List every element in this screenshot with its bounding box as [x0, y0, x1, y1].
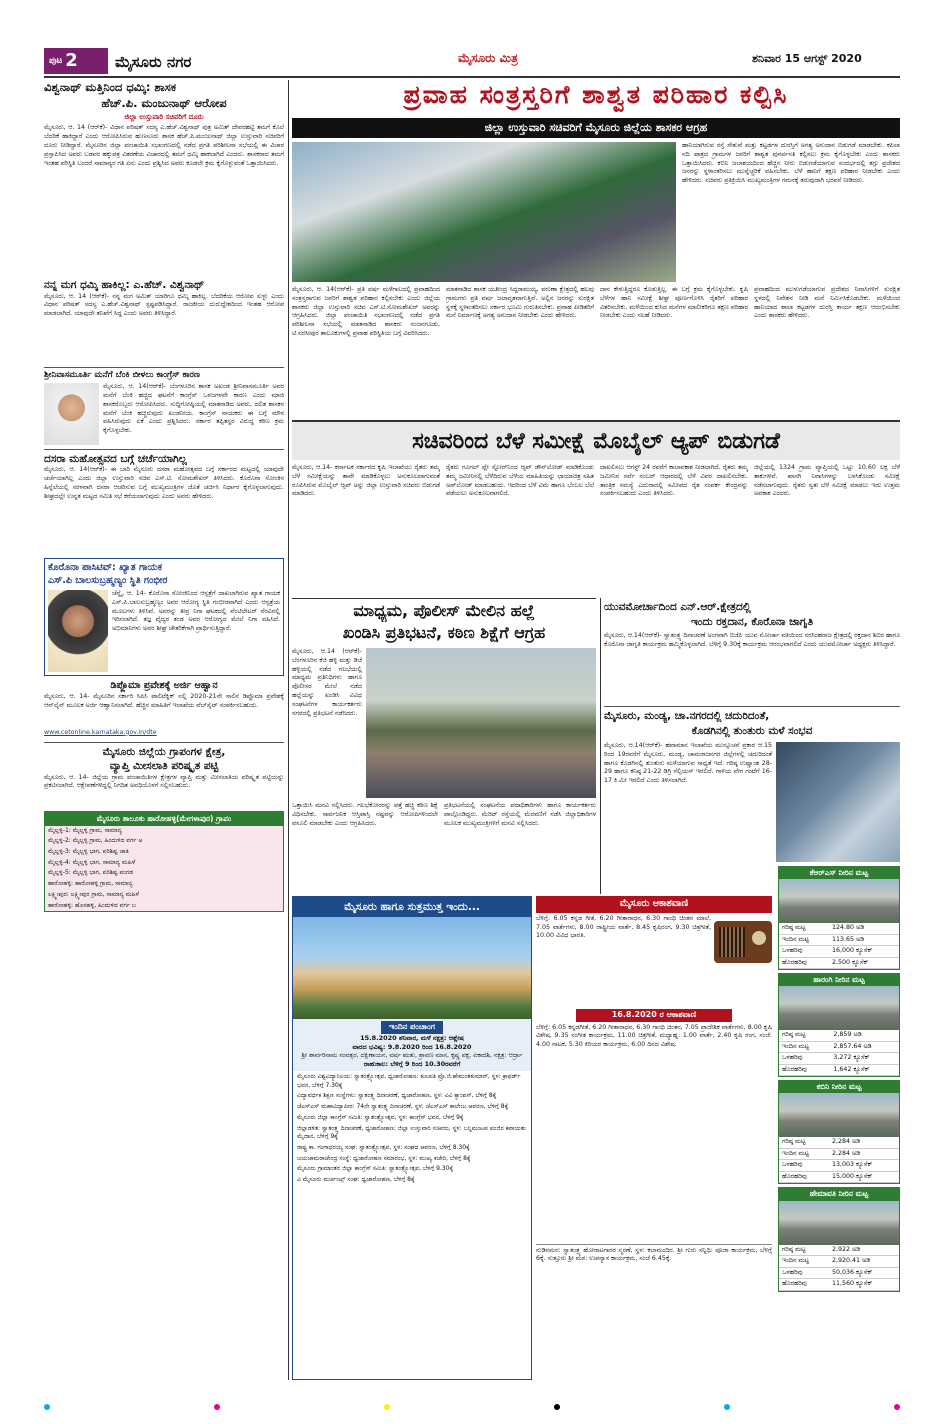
- dam-photo: [779, 1201, 899, 1245]
- reservoir-label: ಇಂದಿನ ಮಟ್ಟ: [779, 1041, 830, 1053]
- today-box: [292, 896, 532, 1380]
- page-number-badge: [44, 48, 108, 74]
- reservoir-label: ಹೊರಹರಿವು: [779, 1279, 829, 1291]
- protest-photo: [366, 648, 596, 798]
- reservoir-label: ಹೊರಹರಿವು: [779, 1171, 829, 1183]
- reservoir-label: ಗರಿಷ್ಠ ಮಟ್ಟ: [779, 923, 829, 934]
- spb-box: [44, 558, 284, 676]
- rain-umbrella-photo: [776, 742, 900, 862]
- subhead-no-threat: ನನ್ನ ಮಗ ಧಮ್ಕಿ ಹಾಕಿಲ್ಲ: ಎ.ಹೆಚ್. ವಿಶ್ವನಾಥ್: [44, 279, 205, 292]
- reservoir-value: 124.80 ಅಡಿ: [829, 923, 899, 934]
- headline-spb-1: ಕೊರೊನಾ ಪಾಸಿಟಿವ್: ಖ್ಯಾತ ಗಾಯಕ: [48, 562, 162, 574]
- app-col-3: ದಾಖಲಿಸಲು ಆಗಸ್ಟ್ 24 ರವರೆಗೆ ಕಾಲಾವಕಾಶ ನೀಡಲಾಗಿದೆ. ರೈತರು ತಮ್ಮ ಜಮೀನಿನ ಸರ್ವೆ ನಂಬರ್ ಆಧಾರದಲ್ಲಿ ಬೆಳೆ ವಿವರ ದಾಖಲಿಸಬೇಕು. ತಾಂತ್ರಿಕ ಸಮಸ್ಯೆ ಎದುರಾದಲ್ಲಿ ಸಮೀಪದ ರೈತ ಸಂಪರ್ಕ ಕೇಂದ್ರವನ್ನು ಸಂಪರ್ಕಿಸಬಹುದು ಎಂದು ತಿಳಿಸಿದರು.: [600, 464, 748, 498]
- article-diploma-body: ಮೈಸೂರು, ಆ. 14- ಮೈಸೂರಿನ ಸರ್ಕಾರಿ ಸಿಪಿಸಿ ಪಾಲಿಟೆಕ್ನಿಕ್ ನಲ್ಲಿ 2020-21ನೇ ಸಾಲಿನ ಡಿಪ್ಲೊಮಾ ಪ್ರವೇಶಕ್ಕೆ ಆನ್‌ಲೈನ್ ಮೂಲಕ ಅರ್ಜಿ ಆಹ್ವಾನಿಸಲಾಗಿದೆ. ಹೆಚ್ಚಿನ ಮಾಹಿತಿಗೆ ಇಲಾಖೆಯ ವೆಬ್‌ಸೈಟ್ ಸಂಪರ್ಕಿಸಬಹುದು.: [44, 692, 284, 709]
- reservoir-label: ಗರಿಷ್ಠ ಮಟ್ಟ: [779, 1245, 829, 1256]
- diploma-link[interactable]: www.cetonline.karnataka.gov.in/dte: [44, 728, 157, 736]
- event-item: ವಿದ್ಯಾವರ್ಧಕ ಶಿಕ್ಷಣ ಸಂಸ್ಥೆಗಳು: ಸ್ವಾತಂತ್ರ್ಯ ದಿನಾಚರಣೆ, ಧ್ವಜಾರೋಹಣ, ಸ್ಥಳ: ವಿವಿ ಕ್ಯಾಂಪಸ್, ಬೆಳಿಗ್ಗೆ 8ಕ್ಕೆ: [297, 1092, 497, 1100]
- headline-diploma: ಡಿಪ್ಲೊಮಾ ಪ್ರವೇಶಕ್ಕೆ ಅರ್ಜಿ ಆಹ್ವಾನ: [110, 679, 218, 691]
- reservoir-label: ಒಳಹರಿವು: [779, 1160, 829, 1172]
- reservoir-value: 15,000 ಕ್ಯೂಸೆಕ್: [829, 1171, 899, 1183]
- today-title: ಮೈಸೂರು ಹಾಗೂ ಸುತ್ತಮುತ್ತ ಇಂದು...: [293, 897, 531, 917]
- lead-body-right: ಹಾನಿಯಾಗಿರುವ ರಸ್ತೆ ಸೇತುವೆ ಮತ್ತು ಕಟ್ಟಡಗಳ ದುರಸ್ತಿಗೆ ಅಗತ್ಯ ಅನುದಾನ ಬಿಡುಗಡೆ ಮಾಡಬೇಕು. ಕಪಿಲಾ ನದಿ ಪಾತ್ರದ ಗ್ರಾಮಗಳ ಜನರಿಗೆ ಶಾಶ್ವತ ಪುನರ್ವಸತಿ ಕಲ್ಪಿಸಲು ಕ್ರಮ ಕೈಗೊಳ್ಳಬೇಕು ಎಂದು ಶಾಸಕರು ಒತ್ತಾಯಿಸಿದರು. ಕಬಿನಿ ಜಲಾಶಯದಿಂದ ಹೆಚ್ಚಿನ ನೀರು ಬಿಡುಗಡೆಯಾಗುವ ಸಂದರ್ಭದಲ್ಲಿ ತಗ್ಗು ಪ್ರದೇಶದ ಜನರನ್ನು ಸ್ಥಳಾಂತರಿಸಲು ಮುನ್ನೆಚ್ಚರಿಕೆ ವಹಿಸಬೇಕು. ಬೆಳೆ ಹಾನಿಗೆ ತಕ್ಷಣ ಪರಿಹಾರ ನೀಡಬೇಕು ಎಂದು ಹೇಳಿದರು. ಸಚಿವರು ಪ್ರತಿಕ್ರಿಯಿಸಿ ಮುಖ್ಯಮಂತ್ರಿಗಳ ಗಮನಕ್ಕೆ ತರುವುದಾಗಿ ಭರವಸೆ ನೀಡಿದರು.: [682, 142, 900, 185]
- panchanga-title: ಇಂದಿನ ಪಂಚಾಂಗ: [381, 1021, 443, 1034]
- reservoir-value: 2,284 ಅಡಿ: [829, 1148, 899, 1160]
- reservoir-value: 16,000 ಕ್ಯೂಸೆಕ್: [829, 946, 899, 958]
- reservation-table: [44, 811, 284, 913]
- kicker-complaint: ಜಿಲ್ಲಾ ಉಸ್ತುವಾರಿ ಸಚಿವರಿಗೆ ದೂರು: [124, 113, 204, 122]
- article-dasara-body: ಮೈಸೂರು, ಆ. 14(ಆರ್‌ಕೆ)- ಈ ಬಾರಿ ಮೈಸೂರು ದಸರಾ ಮಹೋತ್ಸವದ ಬಗ್ಗೆ ಸರ್ಕಾರದ ಮಟ್ಟದಲ್ಲಿ ಯಾವುದೇ ಚರ್ಚೆಯಾಗಿಲ್ಲ ಎಂದು ಜಿಲ್ಲಾ ಉಸ್ತುವಾರಿ ಸಚಿವ ಎಸ್.ಟಿ. ಸೋಮಶೇಖರ್ ತಿಳಿಸಿದರು. ಕೊರೊನಾ ಸೋಂಕಿನ ಹಿನ್ನೆಲೆಯಲ್ಲಿ ಸರಳವಾಗಿ ದಸರಾ ಆಚರಿಸುವ ಬಗ್ಗೆ ಮುಖ್ಯಮಂತ್ರಿಗಳ ಜೊತೆ ಚರ್ಚಿಸಿ ನಿರ್ಧಾರ ಕೈಗೊಳ್ಳಲಾಗುವುದು. ಶೀಘ್ರದಲ್ಲೇ ಉನ್ನತ ಮಟ್ಟದ ಸಮಿತಿ ಸಭೆ ಕರೆಯಲಾಗುವುದು ಎಂದು ಅವರು ಹೇಳಿದರು.: [44, 466, 284, 500]
- event-item: ವಿ ಮೈಸೂರು ಮರ್ಚಂಟ್ಸ್ ಸಂಘ: ಧ್ವಜಾರೋಹಣ, ಬೆಳಿಗ್ಗೆ 8ಕ್ಕೆ: [297, 1175, 415, 1183]
- event-item: ಮೈಸೂರು ವಿಶ್ವವಿದ್ಯಾನಿಲಯ: ಸ್ವಾತಂತ್ರ್ಯೋತ್ಸವ, ಧ್ವಜಾರೋಹಣ: ಕುಲಪತಿ ಪ್ರೊ.ಜಿ.ಹೇಮಂತಕುಮಾರ್, ಸ್ಥಳ: ಕ್ರಾಫರ್ಡ್ ಭವನ, ಬೆಳಿಗ್ಗೆ 7.30ಕ್ಕೆ: [297, 1073, 521, 1089]
- lead-col-2: ಮಾತನಾಡಿದ ಶಾಸಕ ಯತೀಂದ್ರ ಸಿದ್ದರಾಮಯ್ಯ, ವರುಣಾ ಕ್ಷೇತ್ರದಲ್ಲಿ ಹಲವು ಗ್ರಾಮಗಳು ಪ್ರತಿ ವರ್ಷ ಜಲಾವೃತವಾಗುತ್ತಿವೆ. ಅಲ್ಲಿನ ಜನರನ್ನು ಸುರಕ್ಷಿತ ಸ್ಥಳಕ್ಕೆ ಸ್ಥಳಾಂತರಿಸಲು ಸರ್ಕಾರ ಭೂಮಿ ಗುರುತಿಸಬೇಕು. ಪ್ರವಾಹ ಪೀಡಿತರಿಗೆ ಮನೆ ನಿರ್ಮಾಣಕ್ಕೆ ಅಗತ್ಯ ಅನುದಾನ ನೀಡಬೇಕು ಎಂದು ಹೇಳಿದರು.: [446, 286, 594, 320]
- rain-headline-2: ಕೊಡಗಿನಲ್ಲಿ ತುಂತುರು ಮಳೆ ಸಂಭವ: [691, 725, 813, 737]
- app-headline: ಸಚಿವರಿಂದ ಬೆಳೆ ಸಮೀಕ್ಷೆ ಮೊಬೈಲ್ ಆ್ಯಪ್ ಬಿಡುಗಡೆ: [412, 429, 780, 454]
- reservation-table-title: ಮೈಸೂರು ತಾಲೂಕು ಹಾರೋಹಳ್ಳಿ(ಮೇಗಳಾಪುರ) ಗ್ರಾಪಂ: [45, 812, 283, 826]
- section-title: ಮೈಸೂರು ನಗರ: [115, 53, 192, 71]
- lead-col-1: ಮೈಸೂರು, ಆ. 14(ಆರ್‌ಕೆ)- ಪ್ರತಿ ವರ್ಷ ಮಳೆಗಾಲದಲ್ಲಿ ಪ್ರವಾಹದಿಂದ ಸಂತ್ರಸ್ತರಾಗುವ ಜನರಿಗೆ ಶಾಶ್ವತ ಪರಿಹಾರ ಕಲ್ಪಿಸಬೇಕು ಎಂದು ಜಿಲ್ಲೆಯ ಶಾಸಕರು ಜಿಲ್ಲಾ ಉಸ್ತುವಾರಿ ಸಚಿವ ಎಸ್.ಟಿ.ಸೋಮಶೇಖರ್ ಅವರನ್ನು ಆಗ್ರಹಿಸಿದರು. ಜಿಲ್ಲಾ ಪಂಚಾಯಿತಿ ಸಭಾಂಗಣದಲ್ಲಿ ನಡೆದ ಪ್ರಗತಿ ಪರಿಶೀಲನಾ ಸಭೆಯಲ್ಲಿ ಮಾತನಾಡಿದ ಶಾಸಕರು ನಂಜನಗೂಡು, ಟಿ.ನರಸೀಪುರ ತಾಲೂಕುಗಳಲ್ಲಿ ಪ್ರವಾಹ ಪರಿಸ್ಥಿತಿಯ ಬಗ್ಗೆ ವಿವರಿಸಿದರು.: [292, 286, 440, 338]
- event-item: ಮೈಸೂರು ಜಿಲ್ಲಾ ಕಾಂಗ್ರೆಸ್ ಸಮಿತಿ: ಸ್ವಾತಂತ್ರ್ಯೋತ್ಸವ, ಸ್ಥಳ: ಕಾಂಗ್ರೆಸ್ ಭವನ, ಬೆಳಿಗ್ಗೆ 9ಕ್ಕೆ: [297, 1113, 464, 1121]
- protest-col-1: ಮೈಸೂರು, ಆ.14 (ಆರ್‌ಕೆ)- ಬೆಂಗಳೂರಿನ ಕೆಜಿ ಹಳ್ಳಿ ಮತ್ತು ಡಿಜೆ ಹಳ್ಳಿಯಲ್ಲಿ ನಡೆದ ಗಲಭೆಯಲ್ಲಿ ಮಾಧ್ಯಮ ಪ್ರತಿನಿಧಿಗಳು ಹಾಗೂ ಪೊಲೀಸರ ಮೇಲೆ ನಡೆದ ಹಲ್ಲೆಯನ್ನು ಖಂಡಿಸಿ ವಿವಿಧ ಸಂಘಟನೆಗಳ ಕಾರ್ಯಕರ್ತರು ನಗರದಲ್ಲಿ ಪ್ರತಿಭಟನೆ ನಡೆಸಿದರು.: [292, 648, 362, 717]
- reservoir-harangi: [778, 973, 900, 1077]
- app-col-2: ರೈತರು ಗೂಗಲ್ ಪ್ಲೇ ಸ್ಟೋರ್‌ನಿಂದ ಆ್ಯಪ್ ಡೌನ್‌ಲೋಡ್ ಮಾಡಿಕೊಂಡು ತಮ್ಮ ಜಮೀನಿನಲ್ಲಿ ಬೆಳೆದಿರುವ ಬೆಳೆಯ ಮಾಹಿತಿಯನ್ನು ಛಾಯಾಚಿತ್ರ ಸಹಿತ ಅಪ್‌ಲೋಡ್ ಮಾಡಬಹುದು. ಇದರಿಂದ ಬೆಳೆ ವಿಮೆ ಹಾಗೂ ಬೆಂಬಲ ಬೆಲೆ ಪಡೆಯಲು ಅನುಕೂಲವಾಗಲಿದೆ.: [446, 464, 594, 498]
- article-fire-body: ಮೈಸೂರು, ಆ. 14(ಆರ್‌ಕೆ)- ಬೆಂಗಳೂರಿನ ಶಾಸಕ ಅಖಂಡ ಶ್ರೀನಿವಾಸಮೂರ್ತಿ ಅವರ ಮನೆಗೆ ಬೆಂಕಿ ಹಚ್ಚಿದ ಘಟನೆಗೆ ಕಾಂಗ್ರೆಸ್ ಒಳಜಗಳವೇ ಕಾರಣ ಎಂದು ಮಾಜಿ ಶಾಸಕರೊಬ್ಬರು ಆರೋಪಿಸಿದರು. ಸುದ್ದಿಗೋಷ್ಠಿಯಲ್ಲಿ ಮಾತನಾಡಿದ ಅವರು, ದಲಿತ ಶಾಸಕನ ಮನೆಗೆ ಬೆಂಕಿ ಹಚ್ಚಿರುವುದು ಖಂಡನೀಯ. ಕಾಂಗ್ರೆಸ್ ನಾಯಕರು ಈ ಬಗ್ಗೆ ಮೌನ ವಹಿಸಿರುವುದು ಏಕೆ ಎಂದು ಪ್ರಶ್ನಿಸಿದರು. ಸರ್ಕಾರ ತಪ್ಪಿತಸ್ಥರ ವಿರುದ್ಧ ಕಠಿಣ ಕ್ರಮ ಕೈಗೊಳ್ಳಬೇಕು.: [103, 383, 284, 435]
- app-headline-bar: [292, 420, 900, 460]
- app-col-4: ಜಿಲ್ಲೆಯಲ್ಲಿ 1324 ಗ್ರಾಮ ವ್ಯಾಪ್ತಿಯಲ್ಲಿ ಒಟ್ಟು 10.60 ಲಕ್ಷ ಬೆಳೆ ತಾಕುಗಳಿವೆ. ಖಾಸಗಿ ನಿವಾಸಿಗಳನ್ನು ಬಳಸಿಕೊಂಡು ಸಮೀಕ್ಷೆ ನಡೆಸಲಾಗುವುದು. ರೈತರು ಸ್ವತಃ ಬೆಳೆ ಸಮೀಕ್ಷೆ ಮಾಡಲು ಇದು ಉತ್ತಮ ಅವಕಾಶ ಎಂದರು.: [754, 464, 900, 498]
- print-registration-marks: [44, 1404, 900, 1410]
- rain-headline-1: ಮೈಸೂರು, ಮಂಡ್ಯ, ಚಾ.ನಗರದಲ್ಲಿ ಚದುರಿದಂತೆ,: [604, 706, 900, 723]
- masthead: ಮೈಸೂರು ಮಿತ್ರ: [458, 51, 518, 65]
- reservoir-value: 2,920.41 ಅಡಿ: [829, 1256, 899, 1268]
- reservoir-value: 113.65 ಅಡಿ: [829, 934, 899, 946]
- reservoir-value: 2,284 ಅಡಿ: [829, 1137, 899, 1148]
- reservation-row: ಮೈಲ್ಲಳ್ಳಿ-1: ಮೈಲ್ಲಳ್ಳಿ ಗ್ರಾಮ, ಸಾಮಾನ್ಯ: [48, 826, 122, 834]
- reservoir-label: ಇಂದಿನ ಮಟ್ಟ: [779, 934, 829, 946]
- reservoir-value: 13,003 ಕ್ಯೂಸೆಕ್: [829, 1160, 899, 1172]
- reservoir-label: ಇಂದಿನ ಮಟ್ಟ: [779, 1148, 829, 1160]
- dam-photo: [779, 986, 899, 1030]
- lead-headline: ಪ್ರವಾಹ ಸಂತ್ರಸ್ತರಿಗೆ ಶಾಶ್ವತ ಪರಿಹಾರ ಕಲ್ಪಿಸಿ: [403, 80, 789, 109]
- reservoir-label: ಹೊರಹರಿವು: [779, 957, 829, 969]
- youth-headline-2: ಇಂದು ರಕ್ತದಾನ, ಕೊರೊನಾ ಜಾಗೃತಿ: [690, 616, 814, 628]
- mid-divider: [600, 598, 601, 894]
- rain-body: ಮೈಸೂರು, ಆ.14(ಆರ್‌ಕೆ)- ಹವಾಮಾನ ಇಲಾಖೆಯ ಮುನ್ಸೂಚನೆ ಪ್ರಕಾರ ಆ.15 ರಿಂದ 19ರವರೆಗೆ ಮೈಸೂರು, ಮಂಡ್ಯ, ಚಾಮರಾಜನಗರ ಜಿಲ್ಲೆಗಳಲ್ಲಿ ಚದುರಿದಂತೆ ಹಾಗೂ ಕೊಡಗಿನಲ್ಲಿ ತುಂತುರು ಮಳೆಯಾಗುವ ಸಾಧ್ಯತೆ ಇದೆ. ಗರಿಷ್ಠ ಉಷ್ಣಾಂಶ 28-29 ಹಾಗೂ ಕನಿಷ್ಠ 21-22 ಡಿಗ್ರಿ ಸೆಲ್ಸಿಯಸ್ ಇರಲಿದೆ. ಗಾಳಿಯ ವೇಗ ಗಂಟೆಗೆ 16-17 ಕಿ.ಮೀ ಇರಲಿದೆ ಎಂದು ತಿಳಿಸಲಾಗಿದೆ.: [604, 742, 772, 785]
- reservoir-label: ಗರಿಷ್ಠ ಮಟ್ಟ: [779, 1030, 830, 1041]
- reservoir-value: 2,500 ಕ್ಯೂಸೆಕ್: [829, 957, 899, 969]
- reservoir-label: ಒಳಹರಿವು: [779, 1053, 830, 1065]
- radio-events-extra: ನುಡಿನಮನ: ಸ್ವಾತಂತ್ರ್ಯ ಹೋರಾಟಗಾರರ ಸ್ಮರಣೆ, ಸ್ಥಳ: ಕಲಾಮಂದಿರ. ಶ್ರೀ ಗುರು ಸನ್ನಿಧಿ: ಪೂಜಾ ಕಾರ್ಯಕ್ರಮ, ಬೆಳಿಗ್ಗೆ 6ಕ್ಕೆ. ಸುತ್ತೂರು ಶ್ರೀ ಮಠ: ಉಪನ್ಯಾಸ ಕಾರ್ಯಕ್ರಮ, ಸಂಜೆ 6.45ಕ್ಕೆ.: [536, 1244, 772, 1364]
- event-item: ರಾಷ್ಟ್ರ ಕಾ. ಗಂಗಾಧರಯ್ಯ ಸಂಘ: ಸ್ವಾತಂತ್ರ್ಯೋತ್ಸವ, ಸ್ಥಳ: ಸಂಘದ ಆವರಣ, ಬೆಳಿಗ್ಗೆ 8.30ಕ್ಕೆ: [297, 1143, 470, 1151]
- reservoir-table: [779, 1137, 899, 1183]
- dam-photo: [779, 1093, 899, 1137]
- singer-photo: [48, 590, 108, 672]
- headline-grampanchayat-1: ಮೈಸೂರು ಜಿಲ್ಲೆಯ ಗ್ರಾಪಂಗಳ ಕ್ಷೇತ್ರ,: [44, 742, 284, 759]
- page-number: 2: [65, 49, 78, 71]
- reservation-row: ಮೈಲ್ಲಳ್ಳಿ-4: ಮೈಲ್ಲಳ್ಳಿ ಭಾಗ, ಸಾಮಾನ್ಯ ಮಹಿಳೆ: [48, 858, 136, 866]
- reservoir-value: 3,272 ಕ್ಯೂಸೆಕ್: [830, 1053, 899, 1065]
- reservoir-title: ಕೆಆರ್‌ಎಸ್ ನೀರಿನ ಮಟ್ಟ: [779, 867, 899, 879]
- youth-body: ಮೈಸೂರು, ಆ.14(ಆರ್‌ಕೆ)- ಸ್ವಾತಂತ್ರ್ಯ ದಿನಾಚರಣೆ ಅಂಗವಾಗಿ ಬಿಜೆಪಿ ಯುವ ಮೋರ್ಚಾ ವತಿಯಿಂದ ನರಸಿಂಹರಾಜ ಕ್ಷೇತ್ರದಲ್ಲಿ ರಕ್ತದಾನ ಶಿಬಿರ ಹಾಗೂ ಕೊರೊನಾ ಜಾಗೃತಿ ಕಾರ್ಯಕ್ರಮ ಹಮ್ಮಿಕೊಳ್ಳಲಾಗಿದೆ. ಬೆಳಿಗ್ಗೆ 9.30ಕ್ಕೆ ಕಾರ್ಯಕ್ರಮ ಆರಂಭವಾಗಲಿದೆ ಎಂದು ಯುವಮೋರ್ಚಾ ಅಧ್ಯಕ್ಷರು ತಿಳಿಸಿದ್ದಾರೆ.: [604, 632, 900, 648]
- reservoir-value: 11,560 ಕ್ಯೂಸೆಕ್: [829, 1279, 899, 1291]
- article-grampanchayat-body: ಮೈಸೂರು, ಆ. 14- ಜಿಲ್ಲೆಯ ಗ್ರಾಮ ಪಂಚಾಯಿತಿಗಳ ಕ್ಷೇತ್ರಗಳ ವ್ಯಾಪ್ತಿ ಮತ್ತು ಮೀಸಲಾತಿಯ ಪರಿಷ್ಕೃತ ಪಟ್ಟಿಯನ್ನು ಪ್ರಕಟಿಸಲಾಗಿದೆ. ಆಕ್ಷೇಪಣೆಗಳಿದ್ದಲ್ಲಿ ನಿಗದಿತ ಅವಧಿಯೊಳಗೆ ಸಲ್ಲಿಸಬಹುದು.: [44, 773, 284, 790]
- reservoir-value: 1,642 ಕ್ಯೂಸೆಕ್: [830, 1064, 899, 1076]
- reservoir-value: 2,857.64 ಅಡಿ: [830, 1041, 899, 1053]
- reservoir-title: ಹೇಮಾವತಿ ನೀರಿನ ಮಟ್ಟ: [779, 1188, 899, 1200]
- app-col-1: ಮೈಸೂರು, ಆ.14- ಕರ್ನಾಟಕ ಸರ್ಕಾರದ ಕೃಷಿ ಇಲಾಖೆಯು ರೈತರು ತಮ್ಮ ಬೆಳೆ ಸಮೀಕ್ಷೆಯನ್ನು ತಾವೇ ಮಾಡಿಕೊಳ್ಳಲು ಅನುಕೂಲವಾಗುವಂತೆ ರೂಪಿಸಿರುವ ಮೊಬೈಲ್ ಆ್ಯಪ್ ಅನ್ನು ಜಿಲ್ಲಾ ಉಸ್ತುವಾರಿ ಸಚಿವರು ಬಿಡುಗಡೆ ಮಾಡಿದರು.: [292, 464, 440, 498]
- lead-subtitle: ಜಿಲ್ಲಾ ಉಸ್ತುವಾರಿ ಸಚಿವರಿಗೆ ಮೈಸೂರು ಜಿಲ್ಲೆಯ ಶಾಸಕರ ಆಗ್ರಹ: [292, 118, 900, 138]
- reservoir-krs: [778, 866, 900, 970]
- protest-top-rule: [292, 598, 596, 599]
- reservoir-column: [778, 866, 900, 1380]
- youth-headline-1: ಯುವಮೋರ್ಚಾದಿಂದ ಎನ್.ಆರ್.ಕ್ಷೇತ್ರದಲ್ಲಿ: [604, 601, 751, 613]
- reservoir-value: 2,922 ಅಡಿ: [829, 1245, 899, 1256]
- reservoir-table: [779, 923, 899, 969]
- reservoir-label: ಒಳಹರಿವು: [779, 946, 829, 958]
- panchanga-week: ವಾರದ ಭವಿಷ್ಯ: 9.8.2020 ರಿಂದ 16.8.2020: [352, 1042, 472, 1051]
- event-item: ಜಿಲ್ಲಾಡಳಿತ: ಸ್ವಾತಂತ್ರ್ಯ ದಿನಾಚರಣೆ, ಧ್ವಜಾರೋಹಣ: ಜಿಲ್ಲಾ ಉಸ್ತುವಾರಿ ಸಚಿವರು, ಸ್ಥಳ: ಬನ್ನಿಮಂಟಪ ಪಂಜಿನ ಕವಾಯತು ಮೈದಾನ, ಬೆಳಿಗ್ಗೆ 9ಕ್ಕೆ: [297, 1124, 526, 1141]
- mysore-palace-photo: [293, 917, 531, 1019]
- column-divider: [288, 80, 289, 1380]
- reservoir-label: ಒಳಹರಿವು: [779, 1267, 829, 1279]
- protest-col-2: ಒತ್ತಾಯಿಸಿ ಮನವಿ ಸಲ್ಲಿಸಿದರು. ಗಲಭೆಕೋರರನ್ನು ಪತ್ತೆ ಹಚ್ಚಿ ಕಠಿಣ ಶಿಕ್ಷೆ ವಿಧಿಸಬೇಕು. ಸಾರ್ವಜನಿಕ ಆಸ್ತಿಪಾಸ್ತಿ ನಷ್ಟವನ್ನು ಆರೋಪಿಗಳಿಂದಲೇ ವಸೂಲಿ ಮಾಡಬೇಕು ಎಂದು ಆಗ್ರಹಿಸಿದರು.: [292, 802, 438, 827]
- panchanga-date: 15.8.2020 ಶನಿವಾರ, ಮಳೆ ನಕ್ಷತ್ರ: ಆಶ್ಲೇಷ: [360, 1033, 464, 1042]
- reservoir-label: ಹೊರಹರಿವು: [779, 1064, 830, 1076]
- reservoir-title: ಹಾರಂಗಿ ನೀರಿನ ಮಟ್ಟ: [779, 974, 899, 986]
- headline-grampanchayat-2: ವ್ಯಾಪ್ತಿ ಮೀಸಲಾತಿ ಪರಿಷ್ಕೃತ ಪಟ್ಟಿ: [109, 760, 219, 773]
- reservoir-value: 2,859 ಅಡಿ: [830, 1030, 899, 1041]
- headline-dasara: ದಸರಾ ಮಹೋತ್ಸವದ ಬಗ್ಗೆ ಚರ್ಚೆಯಾಗಿಲ್ಲ: [44, 449, 284, 466]
- protest-col-3: ಪ್ರತಿಭಟನೆಯಲ್ಲಿ ಸಂಘಟನೆಯ ಪದಾಧಿಕಾರಿಗಳು ಹಾಗೂ ಕಾರ್ಯಕರ್ತರು ಪಾಲ್ಗೊಂಡಿದ್ದರು. ಮೆರಿಟ್ ರಸ್ತೆಯಲ್ಲಿ ಮೆರವಣಿಗೆ ನಡೆಸಿ ಜಿಲ್ಲಾಧಿಕಾರಿಗಳ ಮೂಲಕ ಮುಖ್ಯಮಂತ್ರಿಗಳಿಗೆ ಮನವಿ ಸಲ್ಲಿಸಿದರು.: [444, 802, 596, 827]
- event-item: ಜಯಚಾಮರಾಜೇಂದ್ರ ಸಂಸ್ಥೆ: ಧ್ವಜಾರೋಹಣ ಸಮಾರಂಭ, ಸ್ಥಳ: ಮುಖ್ಯ ಕಚೇರಿ, ಬೆಳಿಗ್ಗೆ 8ಕ್ಕೆ: [297, 1154, 471, 1162]
- reservoir-title: ಕಬಿನಿ ನೀರಿನ ಮಟ್ಟ: [779, 1081, 899, 1093]
- lead-col-3: ದಾನ ಕೇಳುತ್ತಿದ್ದರೂ ಕೊಡುತ್ತಿಲ್ಲ. ಈ ಬಗ್ಗೆ ಕ್ರಮ ಕೈಗೊಳ್ಳಬೇಕು. ಕೃಷಿ ಬೆಳೆಗಳ ಹಾನಿ ಸಮೀಕ್ಷೆ ಶೀಘ್ರ ಪೂರ್ಣಗೊಳಿಸಿ ರೈತರಿಗೆ ಪರಿಹಾರ ವಿತರಿಸಬೇಕು. ಮಳೆಯಿಂದ ಕುಸಿದ ಮನೆಗಳ ಮಾಲೀಕರಿಗೂ ತಕ್ಷಣ ಪರಿಹಾರ ನೀಡಬೇಕು ಎಂದು ಸಲಹೆ ನೀಡಿದರು.: [600, 286, 748, 320]
- issue-date: ಶನಿವಾರ 15 ಆಗಸ್ಟ್ 2020: [752, 52, 862, 65]
- reservation-row: ಮೈಲ್ಲಳ್ಳಿ-3: ಮೈಲ್ಲಳ್ಳಿ ಭಾಗ, ಪರಿಶಿಷ್ಟ ಜಾತಿ: [48, 848, 129, 856]
- reservoir-value: 50,036 ಕ್ಯೂಸೆಕ್: [829, 1267, 899, 1279]
- radio-schedule-today: ಬೆಳಿಗ್ಗೆ: 6.05 ಕನ್ನಡ ಗೀತೆ, 6.20 ಗೀತಾರಾಧನ, 6.30 ಗಾಂಧಿ ಚಿಂತನ ಮಾಲೆ, 7.05 ವಾರ್ತೆಗಳು, 8.00 ರಾಷ್ಟ್ರೀಯ ವಾರ್ತೆ, 8.45 ಕೃಷಿರಂಗ, 9.30 ಚಿತ್ರಗೀತೆ, 10.00 ವಿವಿಧ ಭಾರತಿ.: [536, 914, 711, 940]
- reservoir-hemavathi: [778, 1187, 900, 1291]
- article-no-threat-body: ಮೈಸೂರು, ಆ. 14 (ಆರ್‌ಕೆ)- ನನ್ನ ಮಗ ಅಮಿತ್ ಯಾರಿಗೂ ಧಮ್ಕಿ ಹಾಕಿಲ್ಲ. ಬೆದರಿಕೆಯ ಆರೋಪ ಸುಳ್ಳು ಎಂದು ವಿಧಾನ ಪರಿಷತ್ ಸದಸ್ಯ ಎ.ಹೆಚ್.ವಿಶ್ವನಾಥ್ ಸ್ಪಷ್ಟಪಡಿಸಿದ್ದಾರೆ. ರಾಜಕೀಯ ದುರುದ್ದೇಶದಿಂದ ಇಂತಹ ಆರೋಪ ಮಾಡಲಾಗಿದೆ. ಯಾವುದೇ ತನಿಖೆಗೆ ಸಿದ್ಧ ಎಂದು ಅವರು ತಿಳಿಸಿದ್ದಾರೆ.: [44, 292, 284, 318]
- radio-box: [536, 896, 772, 1380]
- reservoir-kabini: [778, 1080, 900, 1184]
- headline-vishwanath-1: ವಿಶ್ವನಾಥ್ ಮತ್ತಿನಿಂದ ಧಮ್ಕಿ: ಶಾಸಕ: [44, 80, 177, 94]
- reservoir-table: [779, 1245, 899, 1291]
- article-vishwanath-body: ಮೈಸೂರು, ಆ. 14 (ಆರ್‌ಕೆ)- ವಿಧಾನ ಪರಿಷತ್ ಸದಸ್ಯ ಎ.ಹೆಚ್.ವಿಶ್ವನಾಥ್ ಪುತ್ರ ಅಮಿತ್ ದೇವರಹಟ್ಟಿ ತಮಗೆ ಕೊಲೆ ಬೆದರಿಕೆ ಹಾಕಿದ್ದಾರೆ ಎಂದು ಆರೋಪಿಸಿರುವ ಹುಣಸೂರು ಶಾಸಕ ಹೆಚ್.ಪಿ.ಮಂಜುನಾಥ್ ಜಿಲ್ಲಾ ಉಸ್ತುವಾರಿ ಸಚಿವರಿಗೆ ದೂರು ನೀಡಿದ್ದಾರೆ. ಮೈಸೂರಿನ ಜಿಲ್ಲಾ ಪಂಚಾಯಿತಿ ಸಭಾಂಗಣದಲ್ಲಿ ನಡೆದ ಪ್ರಗತಿ ಪರಿಶೀಲನಾ ಸಭೆಯಲ್ಲಿ ಈ ವಿಚಾರ ಪ್ರಸ್ತಾಪಿಸಿದ ಅವರು ಬಡವರ ಹಕ್ಕುಪತ್ರ ವಿತರಣೆಯ ವಿಚಾರದಲ್ಲಿ ತಮಗೆ ಧಮ್ಕಿ ಹಾಕಲಾಗಿದೆ ಎಂದರು. ಶಾಸಕರಾದ ತಮಗೆ ಇಂತಹ ಪರಿಸ್ಥಿತಿ ಬಂದರೆ ಸಾಮಾನ್ಯರ ಗತಿ ಏನು ಎಂದು ಪ್ರಶ್ನಿಸಿದ ಅವರು ಕೂಡಲೇ ಕ್ರಮ ಕೈಗೊಳ್ಳುವಂತೆ ಒತ್ತಾಯಿಸಿದರು.: [44, 124, 284, 167]
- radio-title: ಮೈಸೂರು ಆಕಾಶವಾಣಿ: [536, 896, 772, 913]
- radio-date-tomorrow: 16.8.2020 ರ ಆಕಾಶವಾಣಿ: [576, 1009, 732, 1022]
- radio-schedule-tomorrow: ಬೆಳಿಗ್ಗೆ: 6.05 ಕನ್ನಡಗೀತೆ, 6.20 ಗೀತಾರಾಧನ, 6.30 ಗಾಂಧಿ ಚಿಂತನ, 7.05 ಪ್ರಾದೇಶಿಕ ವಾರ್ತೆಗಳು, 8.00 ಕೃಷಿ ವಿಶೇಷ, 9.35 ಸಂಗೀತ ಕಾರ್ಯಕ್ರಮ, 11.00 ಚಿತ್ರಗೀತೆ, ಮಧ್ಯಾಹ್ನ: 1.00 ವಾರ್ತೆ, 2.40 ಕೃಷಿ ರಂಗ, ಸಂಜೆ: 4.00 ನಾಟಕ, 5.30 ಕಿರಿಯರ ಕಾರ್ಯಕ್ರಮ, 6.00 ದಿನದ ವಿಶೇಷ.: [536, 1023, 772, 1049]
- event-item: ಮೈಸೂರು ಗ್ರಾಮಾಂತರ ಜಿಲ್ಲಾ ಕಾಂಗ್ರೆಸ್ ಸಮಿತಿ: ಸ್ವಾತಂತ್ರ್ಯೋತ್ಸವ, ಬೆಳಿಗ್ಗೆ 9.30ಕ್ಕೆ: [297, 1165, 454, 1173]
- article-spb-body: ಚೆನ್ನೈ, ಆ. 14- ಕೊರೊನಾ ಸೋಂಕಿನಿಂದ ಆಸ್ಪತ್ರೆಗೆ ದಾಖಲಾಗಿರುವ ಖ್ಯಾತ ಗಾಯಕ ಎಸ್.ಪಿ.ಬಾಲಸುಬ್ರಹ್ಮಣ್ಯಂ ಅವರ ಆರೋಗ್ಯ ಸ್ಥಿತಿ ಗಂಭೀರವಾಗಿದೆ ಎಂದು ಆಸ್ಪತ್ರೆಯ ಮೂಲಗಳು ತಿಳಿಸಿವೆ. ಅವರನ್ನು ತೀವ್ರ ನಿಗಾ ಘಟಕದಲ್ಲಿ ವೆಂಟಿಲೇಟರ್ ನೆರವಿನಲ್ಲಿ ಇರಿಸಲಾಗಿದೆ. ತಜ್ಞ ವೈದ್ಯರ ತಂಡ ಅವರ ಆರೋಗ್ಯದ ಮೇಲೆ ನಿಗಾ ವಹಿಸಿದೆ. ಅಭಿಮಾನಿಗಳು ಅವರ ಶೀಘ್ರ ಚೇತರಿಕೆಗಾಗಿ ಪ್ರಾರ್ಥಿಸುತ್ತಿದ್ದಾರೆ.: [112, 589, 280, 633]
- left-column: [44, 80, 284, 1380]
- politician-photo: [44, 383, 99, 445]
- panchanga-body: ಶ್ರೀ ಶಾರ್ವರಿನಾಮ ಸಂವತ್ಸರ, ದಕ್ಷಿಣಾಯನ, ವರ್ಷ ಋತು, ಶ್ರಾವಣ ಮಾಸ, ಕೃಷ್ಣ ಪಕ್ಷ, ಏಕಾದಶಿ, ನಕ್ಷತ್ರ: ಆರ್ದ್ರಾ: [301, 1051, 523, 1059]
- lead-col-4: ಪ್ರವಾಹದಿಂದ ಮುಳುಗಡೆಯಾಗುವ ಪ್ರದೇಶದ ನಿವಾಸಿಗಳಿಗೆ ಸುರಕ್ಷಿತ ಸ್ಥಳದಲ್ಲಿ ನಿವೇಶನ ನೀಡಿ ಮನೆ ನಿರ್ಮಿಸಿಕೊಡಬೇಕು. ಮಳೆಯಿಂದ ಹಾನಿಯಾದ ಶಾಲಾ ಕಟ್ಟಡಗಳ ದುರಸ್ತಿ ಕಾರ್ಯ ತಕ್ಷಣ ಆರಂಭಿಸಬೇಕು ಎಂದು ಶಾಸಕರು ಹೇಳಿದರು.: [754, 286, 900, 320]
- protest-headline-1: ಮಾಧ್ಯಮ, ಪೊಲೀಸ್ ಮೇಲಿನ ಹಲ್ಲೆ: [353, 601, 535, 620]
- reservoir-label: ಇಂದಿನ ಮಟ್ಟ: [779, 1256, 829, 1268]
- page-label: ಪುಟ: [49, 55, 63, 66]
- reservation-row: ಮೈಲ್ಲಳ್ಳಿ-2: ಮೈಲ್ಲಳ್ಳಿ ಗ್ರಾಮ, ಹಿಂದುಳಿದ ವರ್ಗ ಅ: [48, 837, 143, 845]
- reservoir-label: ಗರಿಷ್ಠ ಮಟ್ಟ: [779, 1137, 829, 1148]
- headline-fire-congress: ಶ್ರೀನಿವಾಸಮೂರ್ತಿ ಮನೆಗೆ ಬೆಂಕಿ ಬೀಳಲು ಕಾಂಗ್ರೆಸ್ ಕಾರಣ: [44, 367, 284, 381]
- lead-photo-ministers: [292, 142, 676, 282]
- headline-vishwanath-2: ಹೆಚ್.ಪಿ. ಮಂಜುನಾಥ್ ಆರೋಪ: [101, 95, 227, 110]
- dam-photo: [779, 879, 899, 923]
- reservation-row: ಲಕ್ಷ್ಮೀಪುರ: ಲಕ್ಷ್ಮೀಪುರ ಗ್ರಾಮ, ಸಾಮಾನ್ಯ ಮಹಿಳೆ: [48, 890, 140, 898]
- rahukala: ರಾಹುಕಾಲ: ಬೆಳಿಗ್ಗೆ 9 ರಿಂದ 10.30ರವರೆಗೆ: [363, 1060, 461, 1069]
- reservation-row: ಮೈಲ್ಲಳ್ಳಿ-5: ಮೈಲ್ಲಳ್ಳಿ ಭಾಗ, ಪರಿಶಿಷ್ಟ ಪಂಗಡ: [48, 869, 134, 877]
- reservoir-table: [779, 1030, 899, 1076]
- protest-headline-2: ಖಂಡಿಸಿ ಪ್ರತಿಭಟನೆ, ಕಠಿಣ ಶಿಕ್ಷೆಗೆ ಆಗ್ರಹ: [342, 623, 546, 642]
- reservation-row: ಹಾರೋಹಳ್ಳಿ: ಹೊಸಹಳ್ಳಿ, ಹಿಂದುಳಿದ ವರ್ಗ ಬ: [48, 901, 136, 909]
- event-item: ಜೆಎಸ್‌ಎಸ್ ಮಹಾವಿದ್ಯಾಪೀಠ: 74ನೇ ಸ್ವಾತಂತ್ರ್ಯ ದಿನಾಚರಣೆ, ಸ್ಥಳ: ಜೆಎಸ್‌ಎಸ್ ಕಾಲೇಜು ಆವರಣ, ಬೆಳಿಗ್ಗೆ 8ಕ್ಕೆ: [297, 1103, 509, 1111]
- radio-icon: [714, 921, 772, 963]
- reservation-row: ಹಾರೋಹಳ್ಳಿ: ಹಾರೋಹಳ್ಳಿ ಗ್ರಾಮ, ಸಾಮಾನ್ಯ: [48, 880, 133, 888]
- headline-spb-2: ಎಸ್.ಪಿ ಬಾಲಸುಬ್ರಹ್ಮಣ್ಯಂ ಸ್ಥಿತಿ ಗಂಭೀರ: [48, 575, 168, 587]
